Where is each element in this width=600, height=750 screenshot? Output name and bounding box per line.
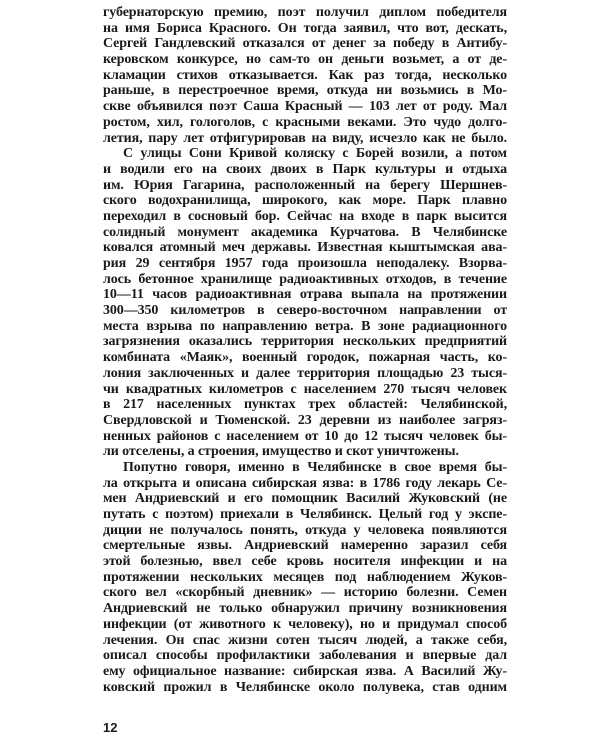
text-line: места взрыва по направлению ветра. В зоне радиационного <box>103 318 507 334</box>
text-line: С улицы Сони Кривой коляску с Борей возили, а потом <box>123 146 507 162</box>
text-line: ненных районов с населением от 10 до 12 тысяч человек бы- <box>103 428 507 444</box>
text-line: ростом, хил, гологолов, с красными веками. Это чудо долго- <box>103 114 507 130</box>
text-line: летия, пару лет отфигурировав на виду, исчезло как не было. <box>103 130 507 146</box>
text-line: описал способы профилактики заболевания и впервые дал <box>103 648 507 664</box>
text-line: им. Юрия Гагарина, расположенный на берегу Шершнев- <box>103 177 507 193</box>
text-line: мен Андриевский и его помощник Василий Жуковский (не <box>103 491 507 507</box>
text-line: ского водохранилища, широкого, как море. Парк плавно <box>103 193 507 209</box>
text-line: лония заключенных и далее территория площадью 23 тыся- <box>103 365 507 381</box>
text-line: керовском конкурсе, но сам-то он деньги возьмет, а от де- <box>103 52 507 68</box>
text-line: рия 29 сентября 1957 года произошла неподалеку. Взорва- <box>103 256 507 271</box>
text-line: раньше, в перестроечное время, откуда ни возьмись в Мо- <box>103 83 507 99</box>
text-line: солидный монумент академика Курчатова. В Челябинске <box>103 224 507 240</box>
text-line: ему официальное название: сибирская язва. А Василий Жу- <box>103 663 507 679</box>
page-body-text <box>103 5 507 695</box>
text-line: ского вел «скорбный дневник» — историю болезни. Семен <box>103 585 507 601</box>
text-line: лось бетонное хранилище радиоактивных отходов, в течение <box>103 271 507 287</box>
text-line: Попутно говоря, именно в Челябинске в свое время бы- <box>123 459 507 475</box>
text-line: переходил в сосновый бор. Сейчас на входе в парк высится <box>103 208 507 224</box>
text-line: кламации стихов отказывается. Как раз тогда, несколько <box>103 67 507 83</box>
text-line: лечения. Он спас жизни сотен тысяч людей, а также себя, <box>103 632 507 648</box>
page-number: 12 <box>103 720 118 735</box>
text-line: в 217 населенных пунктах трех областей: Челябинской, <box>103 397 507 413</box>
text-line: загрязнения оказались территория нескольких предприятий <box>103 334 507 350</box>
text-line: 300—350 километров в северо-восточном направлении от <box>103 303 507 319</box>
text-line: чи квадратных километров с населением 270 тысяч человек <box>103 381 507 397</box>
text-line: и водили его на своих двоих в Парк культуры и отдыха <box>103 161 507 177</box>
text-line: скве объявился поэт Саша Красный — 103 лет от роду. Мал <box>103 99 507 115</box>
text-line: ли отселены, а строения, имущество и скот уничтожены. <box>103 444 459 460</box>
text-line: на имя Бориса Красного. Он тогда заявил, что вот, дескать, <box>103 20 507 36</box>
text-line: диции не получалось понять, откуда у человека появляются <box>103 522 507 538</box>
text-line: Свердловской и Тюменской. 23 деревни из наиболее загряз- <box>103 412 507 428</box>
text-line: этой болезнью, ввел себе кровь носителя инфекции и на <box>103 554 507 570</box>
text-line: комбината «Маяк», военный городок, пожарная часть, ко- <box>103 350 507 366</box>
text-line: протяжении нескольких месяцев под наблюдением Жуков- <box>103 569 507 585</box>
text-line: ковский прожил в Челябинске около полувека, став одним <box>103 679 507 695</box>
text-line: ла открыта и описана сибирская язва: в 1786 году лекарь Се- <box>103 475 507 491</box>
text-line: губернаторскую премию, поэт получил диплом победителя <box>103 5 507 20</box>
text-line: смертельные язвы. Андриевский намеренно заразил себя <box>103 538 507 554</box>
text-line: Сергей Гандлевский отказался от денег за победу в Антибу- <box>103 36 507 52</box>
text-line: путать с поэтом) приехали в Челябинск. Целый год у экспе- <box>103 507 507 522</box>
text-line: Андриевский не только обнаружил причину возникновения <box>103 601 507 617</box>
text-line: инфекции (от животного к человеку), но и придумал способ <box>103 616 507 632</box>
text-line: 10—11 часов радиоактивная отрава выпала на протяжении <box>103 287 507 303</box>
text-line: ковался атомный меч державы. Известная кыштымская ава- <box>103 240 507 256</box>
